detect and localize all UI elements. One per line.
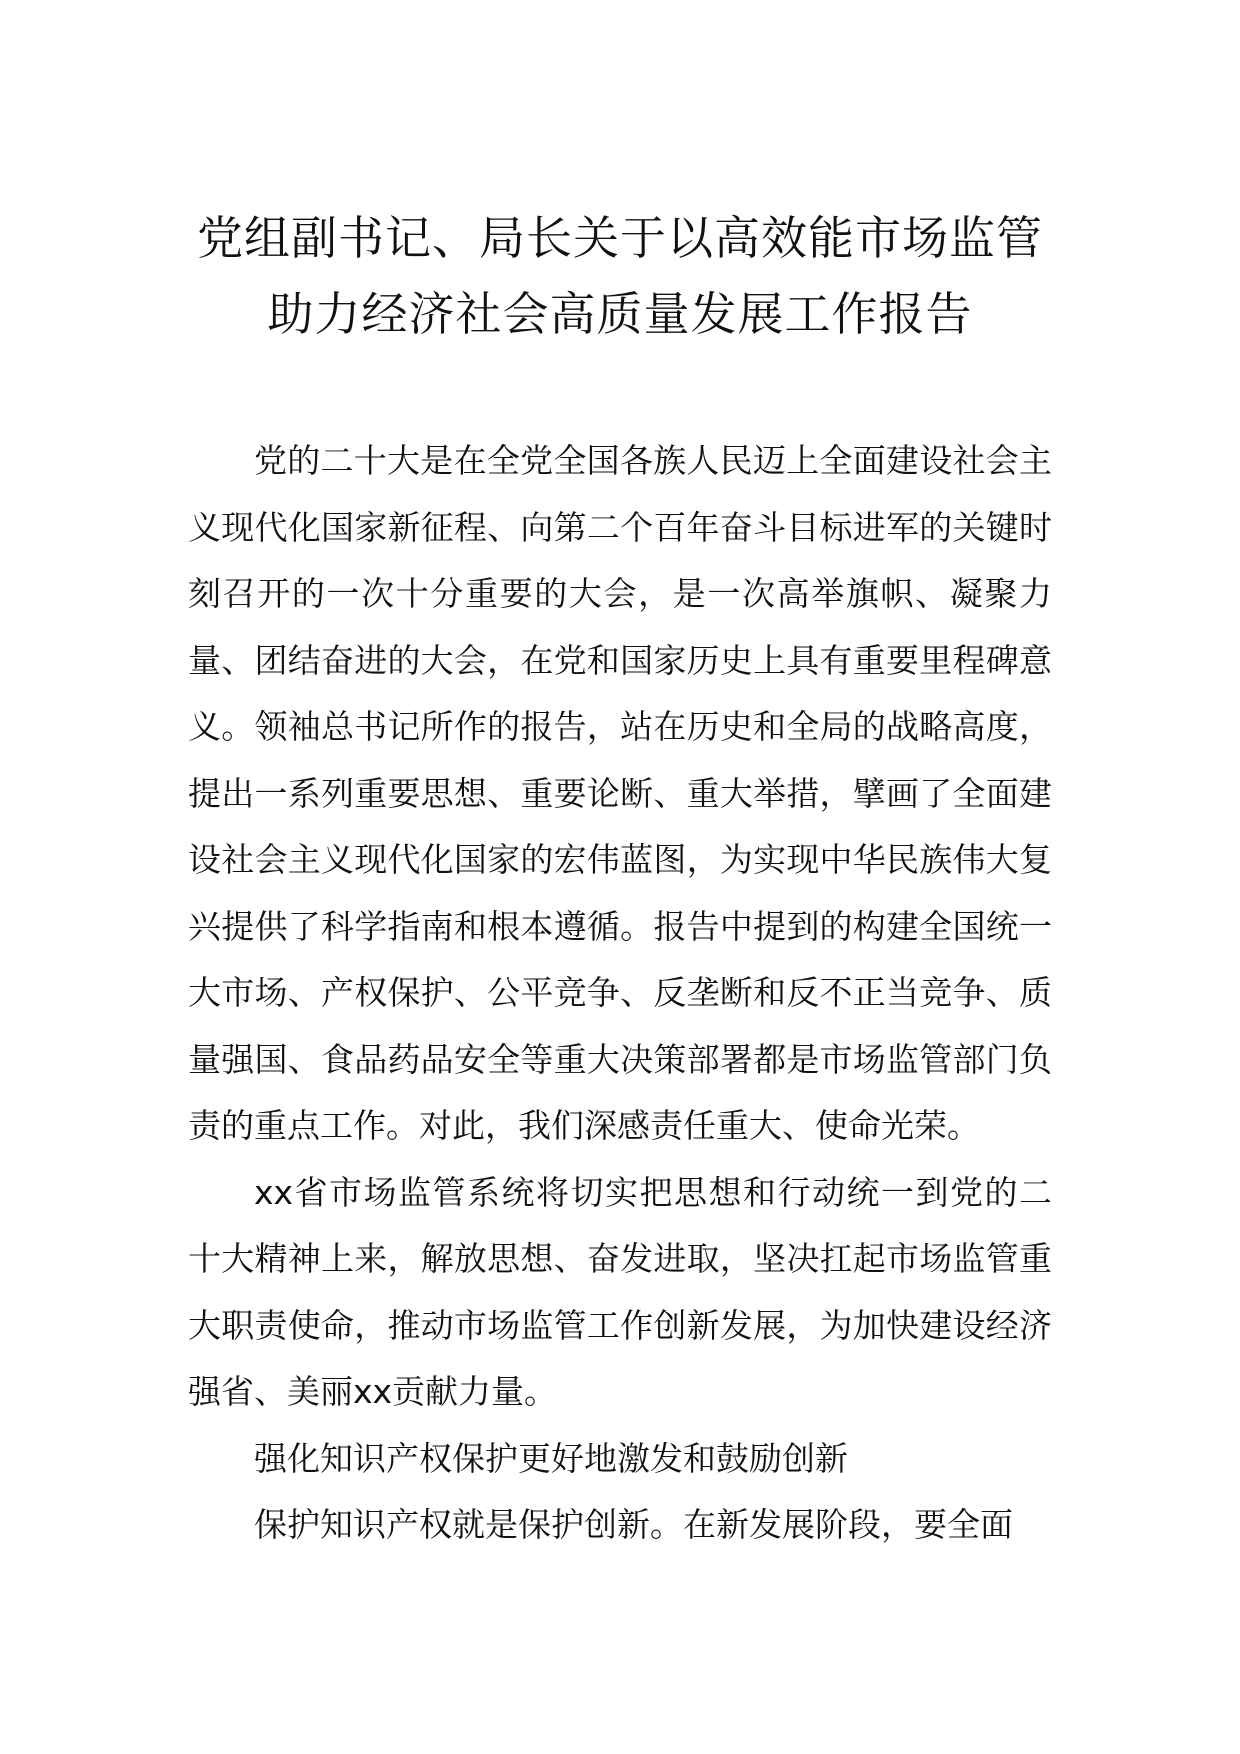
- paragraph-intro: 党的二十大是在全党全国各族人民迈上全面建设社会主义现代化国家新征程、向第二个百年奋斗目标进军的关键时刻召开的一次十分重要的大会，是一次高举旗帜、凝聚力量、团结奋进的大会，在党和国家历史上具有重要里程碑意义。领袖总书记所作的报告，站在历史和全局的战略高度，提出一系列重要思想、重要论断、重大举措，擘画了全面建设社会主义现代化国家的宏伟蓝图，为实现中华民族伟大复兴提供了科学指南和根本遵循。报告中提到的构建全国统一大市场、产权保护、公平竞争、反垄断和反不正当竞争、质量强国、食品药品安全等重大决策部署都是市场监管部门负责的重点工作。对此，我们深感责任重大、使命光荣。: [188, 441, 1052, 1145]
- document-body: [188, 428, 1052, 1559]
- section-heading: 强化知识产权保护更好地激发和鼓励创新: [254, 1438, 848, 1478]
- paragraph-commitment: xx省市场监管系统将切实把思想和行动统一到党的二十大精神上来，解放思想、奋发进取，坚决扛起市场监管重大职责使命，推动市场监管工作创新发展，为加快建设经济强省、美丽xx贡献力量。: [188, 1172, 1052, 1411]
- title-line-1: 党组副书记、局长关于以高效能市场监管: [197, 211, 1043, 265]
- document-title: [150, 200, 1090, 352]
- paragraph-ip-protection: 保护知识产权就是保护创新。在新发展阶段，要全面: [254, 1505, 1013, 1544]
- title-line-2: 助力经济社会高质量发展工作报告: [267, 287, 973, 341]
